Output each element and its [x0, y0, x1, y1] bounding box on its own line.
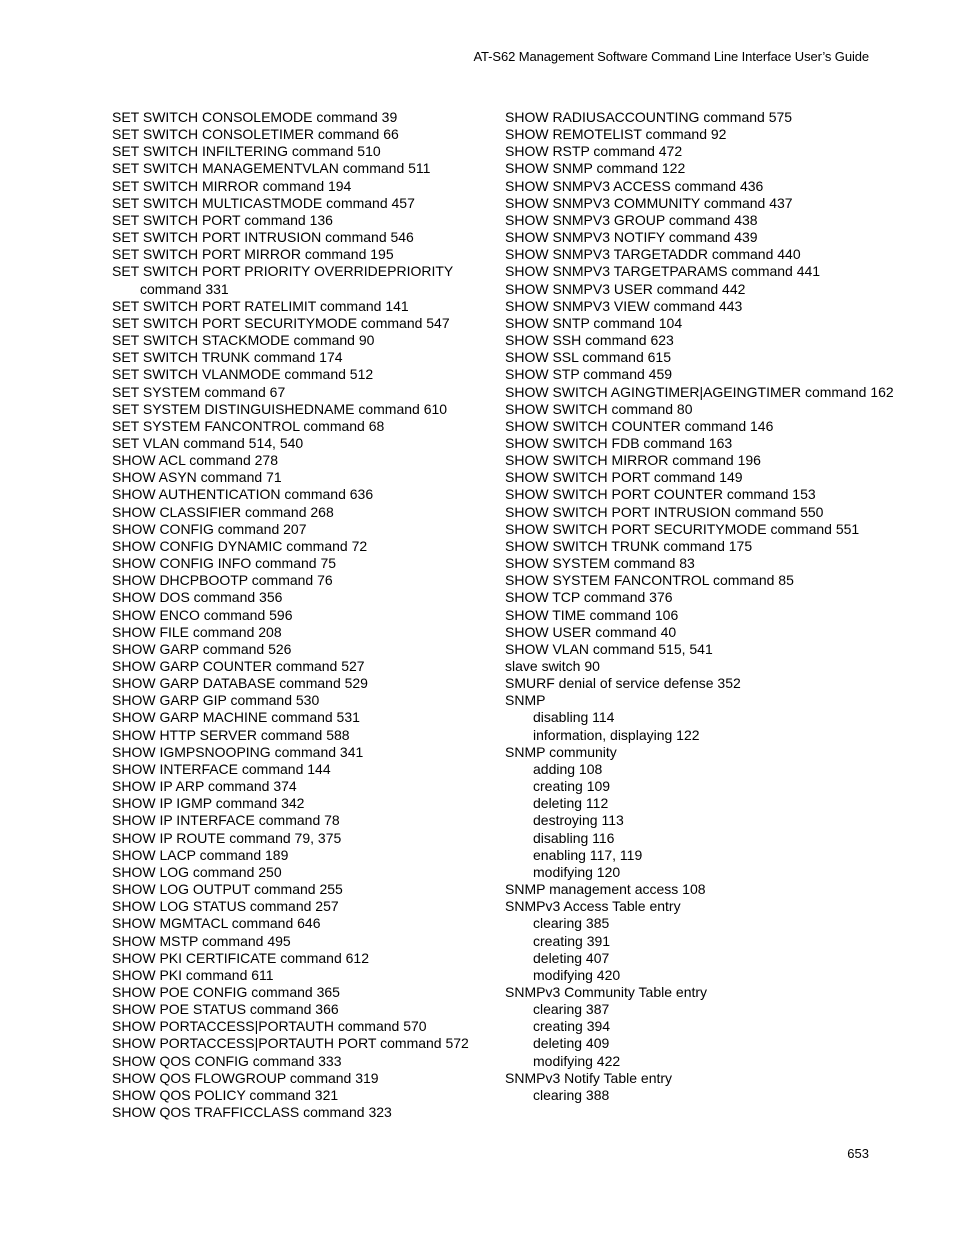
page-number: 653: [847, 1146, 869, 1161]
index-entry: SHOW GARP COUNTER command 527: [112, 658, 365, 674]
running-header: AT-S62 Management Software Command Line Interface User’s Guide: [473, 49, 869, 64]
index-entry: SHOW SWITCH PORT COUNTER command 153: [505, 486, 816, 503]
index-entry: SHOW PORTACCESS|PORTAUTH PORT command 572: [112, 1035, 469, 1052]
index-entry: SET SWITCH TRUNK command 174: [112, 349, 343, 366]
index-entry: SHOW SWITCH FDB command 163: [505, 434, 733, 451]
index-subentry: modifying 120: [533, 863, 621, 880]
index-entry: SHOW CONFIG command 207: [112, 520, 307, 537]
index-entry: SET SWITCH PORT SECURITYMODE command 547: [112, 314, 450, 331]
index-entry: SHOW SNMPV3 ACCESS command 436: [505, 177, 764, 194]
index-entry: SHOW PKI CERTIFICATE command 612: [112, 949, 369, 966]
index-entry: SHOW QOS CONFIG command 333: [112, 1052, 342, 1069]
index-entry: SHOW LOG OUTPUT command 255: [112, 881, 343, 898]
index-entry: SHOW POE STATUS command 366: [112, 1001, 339, 1018]
index-entry: SHOW MSTP command 495: [112, 932, 291, 949]
index-entry: SHOW DOS command 356: [112, 589, 283, 606]
index-entry: SNMP: [505, 692, 546, 709]
index-entry: SET SWITCH PORT RATELIMIT command 141: [112, 297, 409, 314]
index-entry: SET SWITCH MIRROR command 194: [112, 177, 352, 194]
index-entry: SHOW PKI command 611: [112, 966, 274, 983]
index-entry: SHOW ENCO command 596: [112, 606, 293, 623]
index-entry: SHOW SNMPV3 GROUP command 438: [505, 211, 758, 228]
index-entry: SHOW MGMTACL command 646: [112, 915, 321, 932]
index-entry: SHOW FILE command 208: [112, 623, 282, 640]
index-entry: SHOW SWITCH AGINGTIMER|AGEINGTIMER command 162: [505, 383, 894, 400]
index-entry: SHOW SWITCH MIRROR command 196: [505, 452, 761, 469]
index-entry: SNMPv3 Notify Table entry: [505, 1069, 673, 1086]
index-entry: SET SWITCH MULTICASTMODE command 457: [112, 194, 415, 211]
index-subentry: deleting 112: [533, 795, 609, 812]
index-entry: SHOW LOG command 250: [112, 863, 282, 880]
index-subentry: deleting 409: [533, 1035, 610, 1052]
index-subentry: disabling 116: [533, 829, 615, 846]
index-subentry: clearing 385: [533, 915, 610, 932]
index-entry: SHOW SNMP command 122: [505, 160, 686, 177]
index-entry: SET SWITCH STACKMODE command 90: [112, 332, 375, 349]
index-entry: SHOW REMOTELIST command 92: [505, 126, 727, 143]
index-entry: SET SWITCH PORT INTRUSION command 546: [112, 229, 414, 246]
index-subentry: modifying 422: [533, 1052, 621, 1069]
index-subentry: enabling 117, 119: [533, 846, 643, 863]
index-entry: SHOW SNMPV3 TARGETADDR command 440: [505, 246, 801, 263]
index-subentry: creating 391: [533, 932, 611, 949]
index-entry: SHOW QOS FLOWGROUP command 319: [112, 1069, 379, 1086]
index-entry: SHOW TIME command 106: [505, 606, 679, 623]
index-entry: SHOW ASYN command 71: [112, 469, 282, 486]
index-entry: SET SWITCH CONSOLETIMER command 66: [112, 126, 399, 143]
index-subentry: deleting 407: [533, 949, 610, 966]
index-subentry: clearing 388: [533, 1086, 610, 1103]
index-entry: SNMP management access 108: [505, 881, 706, 898]
index-entry: SET SYSTEM command 67: [112, 383, 286, 400]
index-entry: SHOW GARP DATABASE command 529: [112, 675, 368, 692]
index-column-left: [112, 109, 512, 1121]
index-subentry: information, displaying 122: [533, 726, 700, 743]
index-entry: SMURF denial of service defense 352: [505, 675, 741, 692]
index-entry: SHOW RSTP command 472: [505, 143, 683, 160]
index-entry: SHOW SWITCH TRUNK command 175: [505, 537, 753, 554]
index-entry: SHOW VLAN command 515, 541: [505, 640, 713, 657]
index-entry: SHOW IGMPSNOOPING command 341: [112, 743, 364, 760]
index-entry: SHOW SWITCH PORT command 149: [505, 469, 743, 486]
index-entry: SHOW QOS POLICY command 321: [112, 1086, 339, 1103]
index-subentry: disabling 114: [533, 709, 615, 726]
index-entry: SNMP community: [505, 743, 617, 760]
index-subentry: adding 108: [533, 760, 603, 777]
index-entry: SET SWITCH PORT command 136: [112, 211, 333, 228]
index-entry: SHOW SNMPV3 COMMUNITY command 437: [505, 194, 793, 211]
index-entry: SHOW SNMPV3 VIEW command 443: [505, 297, 743, 314]
index-subentry: creating 394: [533, 1018, 611, 1035]
index-entry: SHOW CONFIG DYNAMIC command 72: [112, 537, 368, 554]
index-entry: SHOW CLASSIFIER command 268: [112, 503, 334, 520]
index-entry: SHOW SNMPV3 USER command 442: [505, 280, 746, 297]
index-entry: SHOW SNMPV3 TARGETPARAMS command 441: [505, 263, 821, 280]
index-entry: SHOW PORTACCESS|PORTAUTH command 570: [112, 1018, 427, 1035]
index-entry: SHOW POE CONFIG command 365: [112, 983, 340, 1000]
index-entry: SHOW IP ROUTE command 79, 375: [112, 829, 342, 846]
index-entry: SET SYSTEM DISTINGUISHEDNAME command 610: [112, 400, 448, 417]
index-entry: SHOW SYSTEM command 83: [505, 555, 695, 572]
index-entry: SHOW IP IGMP command 342: [112, 795, 305, 812]
index-entry: SHOW SNTP command 104: [505, 314, 683, 331]
index-entry: SHOW ACL command 278: [112, 452, 278, 469]
index-entry: SNMPv3 Access Table entry: [505, 898, 681, 915]
index-entry: SHOW CONFIG INFO command 75: [112, 555, 337, 572]
index-entry: SHOW SSH command 623: [505, 332, 674, 349]
index-entry: SET SWITCH PORT MIRROR command 195: [112, 246, 394, 263]
index-entry: SHOW GARP GIP command 530: [112, 692, 320, 709]
index-subentry: creating 109: [533, 778, 611, 795]
index-entry: SNMPv3 Community Table entry: [505, 983, 708, 1000]
index-entry: SET VLAN command 514, 540: [112, 434, 304, 451]
index-entry: SHOW HTTP SERVER command 588: [112, 726, 350, 743]
index-entry: SHOW LACP command 189: [112, 846, 289, 863]
index-entry: SHOW INTERFACE command 144: [112, 760, 331, 777]
index-subentry: modifying 420: [533, 966, 621, 983]
index-column-right: [505, 109, 905, 1104]
index-entry: SHOW IP INTERFACE command 78: [112, 812, 340, 829]
index-entry: SHOW SWITCH command 80: [505, 400, 693, 417]
index-entry: SET SWITCH MANAGEMENTVLAN command 511: [112, 160, 431, 177]
index-entry: SHOW GARP MACHINE command 531: [112, 709, 360, 726]
index-entry: SHOW SYSTEM FANCONTROL command 85: [505, 572, 794, 589]
index-entry: SET SWITCH PORT PRIORITY OVERRIDEPRIORITY command 331: [112, 263, 453, 297]
index-entry: SHOW SWITCH COUNTER command 146: [505, 417, 774, 434]
index-entry: SHOW STP command 459: [505, 366, 673, 383]
index-entry: SET SYSTEM FANCONTROL command 68: [112, 417, 385, 434]
index-entry: SHOW USER command 40: [505, 623, 677, 640]
index-entry: SET SWITCH INFILTERING command 510: [112, 143, 381, 160]
index-entry: SHOW DHCPBOOTP command 76: [112, 572, 333, 589]
index-entry: SHOW QOS TRAFFICCLASS command 323: [112, 1104, 392, 1121]
index-entry: SHOW SNMPV3 NOTIFY command 439: [505, 229, 758, 246]
index-entry: SHOW RADIUSACCOUNTING command 575: [505, 109, 793, 125]
index-subentry: destroying 113: [533, 812, 624, 829]
index-entry: SHOW TCP command 376: [505, 589, 673, 606]
index-entry: SHOW LOG STATUS command 257: [112, 898, 339, 915]
index-subentry: clearing 387: [533, 1001, 610, 1018]
index-entry: SET SWITCH CONSOLEMODE command 39: [112, 109, 398, 125]
index-entry: SHOW GARP command 526: [112, 640, 292, 657]
index-entry: SHOW SWITCH PORT INTRUSION command 550: [505, 503, 824, 520]
index-entry: SHOW IP ARP command 374: [112, 778, 297, 795]
index-entry: slave switch 90: [505, 658, 600, 674]
index-entry: SHOW SSL command 615: [505, 349, 671, 366]
index-entry: SET SWITCH VLANMODE command 512: [112, 366, 374, 383]
index-entry: SHOW SWITCH PORT SECURITYMODE command 551: [505, 520, 860, 537]
index-entry: SHOW AUTHENTICATION command 636: [112, 486, 374, 503]
